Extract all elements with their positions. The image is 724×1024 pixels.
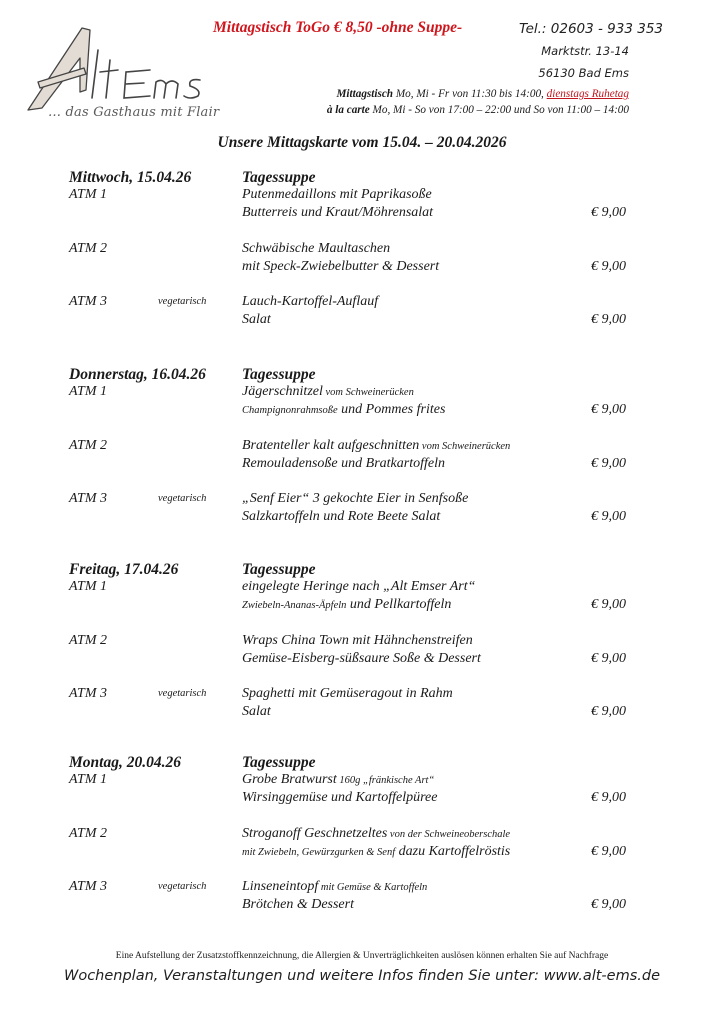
dish-line-1 bbox=[242, 241, 390, 257]
dish-name: Jägerschnitzel bbox=[242, 384, 323, 399]
menu-item-label: ATM 2 bbox=[69, 826, 107, 841]
dish-line-1 bbox=[242, 187, 432, 203]
dish-detail: Champignonrahmsoße bbox=[242, 405, 338, 416]
dish-line-2 bbox=[242, 259, 439, 275]
dish-detail: vom Schweinerücken bbox=[419, 441, 511, 452]
day-heading: Freitag, 17.04.26 bbox=[69, 561, 179, 578]
dish-detail: Zwiebeln-Ananas-Äpfeln bbox=[242, 600, 347, 611]
dish-line-1 bbox=[242, 294, 378, 310]
dish-line-2 bbox=[242, 844, 510, 860]
price: € 9,00 bbox=[591, 844, 626, 859]
dish-name: Linseneintopf bbox=[242, 879, 319, 894]
soup-label: Tagessuppe bbox=[242, 366, 316, 383]
menu-item-label: ATM 1 bbox=[69, 772, 107, 787]
dish-name: Schwäbische Maultaschen bbox=[242, 241, 391, 256]
dish-name: Grobe Bratwurst bbox=[242, 772, 337, 787]
day-heading: Montag, 20.04.26 bbox=[69, 754, 181, 771]
dish-name: Putenmedaillons mit Paprikasoße bbox=[242, 187, 432, 202]
dish-line-2 bbox=[242, 312, 271, 328]
dish-name: „Senf Eier“ 3 gekochte Eier in Senfsoße bbox=[242, 491, 469, 506]
soup-label: Tagessuppe bbox=[242, 561, 316, 578]
price: € 9,00 bbox=[591, 597, 626, 612]
dish-detail: mit Zwiebeln, Gewürzgurken & Senf bbox=[242, 847, 396, 858]
dish-side: Remouladensoße und Bratkartoffeln bbox=[242, 456, 445, 471]
vegetarian-tag: vegetarisch bbox=[158, 881, 207, 892]
dish-side: Wirsinggemüse und Kartoffelpüree bbox=[242, 790, 438, 805]
dish-line-2 bbox=[242, 456, 445, 472]
dish-side: Salzkartoffeln und Rote Beete Salat bbox=[242, 509, 441, 524]
dish-line-2 bbox=[242, 597, 451, 613]
dish-side: und Pommes frites bbox=[337, 402, 446, 417]
dish-side: dazu Kartoffelröstis bbox=[395, 844, 511, 859]
dish-line-2 bbox=[242, 402, 445, 418]
dish-detail: mit Gemüse & Kartoffeln bbox=[318, 882, 428, 893]
dish-line-1 bbox=[242, 438, 510, 454]
dish-side: Brötchen & Dessert bbox=[242, 897, 354, 912]
price: € 9,00 bbox=[591, 402, 626, 417]
dish-line-1 bbox=[242, 384, 414, 400]
dish-detail: vom Schweinerücken bbox=[322, 387, 414, 398]
dish-side: und Pellkartoffeln bbox=[346, 597, 452, 612]
logo-tagline: … das Gasthaus mit Flair bbox=[48, 105, 220, 120]
menu-item-label: ATM 2 bbox=[69, 438, 107, 453]
dish-detail: von der Schweineoberschale bbox=[387, 829, 511, 840]
dish-line-1 bbox=[242, 491, 468, 507]
dish-name: eingelegte Heringe nach „Alt Emser Art“ bbox=[242, 579, 476, 594]
vegetarian-tag: vegetarisch bbox=[158, 493, 207, 504]
phone-number: Tel.: 02603 - 933 353 bbox=[519, 21, 663, 37]
dish-side: Salat bbox=[242, 704, 271, 719]
vegetarian-tag: vegetarisch bbox=[158, 688, 207, 699]
dish-line-2 bbox=[242, 651, 481, 667]
dish-line-1 bbox=[242, 633, 473, 649]
dish-line-1 bbox=[242, 686, 453, 702]
hours-lunch-text: Mo, Mi - Fr von 11:30 bis 14:00, bbox=[393, 88, 547, 100]
price: € 9,00 bbox=[591, 651, 626, 666]
day-heading: Donnerstag, 16.04.26 bbox=[69, 366, 206, 383]
dish-name: Stroganoff Geschnetzeltes bbox=[242, 826, 388, 841]
menu-title: Unsere Mittagskarte vom 15.04. – 20.04.2026 bbox=[217, 134, 507, 151]
togo-offer: Mittagstisch ToGo € 8,50 -ohne Suppe- bbox=[213, 19, 463, 36]
dish-line-2 bbox=[242, 704, 271, 720]
allergen-note: Eine Aufstellung der Zusatzstoffkennzeichnung, die Allergien & Unverträglichkeiten auslösen können erhalten Sie auf Nachfrage bbox=[115, 951, 609, 961]
logo-letter-a bbox=[28, 28, 90, 110]
dish-name: Lauch-Kartoffel-Auflauf bbox=[242, 294, 379, 309]
menu-item-label: ATM 3 bbox=[69, 491, 107, 506]
price: € 9,00 bbox=[591, 259, 626, 274]
menu-item-label: ATM 2 bbox=[69, 241, 107, 256]
soup-label: Tagessuppe bbox=[242, 169, 316, 186]
menu-item-label: ATM 3 bbox=[69, 294, 107, 309]
dish-line-2 bbox=[242, 790, 437, 806]
dish-line-2 bbox=[242, 205, 433, 221]
vegetarian-tag: vegetarisch bbox=[158, 296, 207, 307]
logo-letters-ltems bbox=[92, 50, 200, 98]
price: € 9,00 bbox=[591, 790, 626, 805]
dish-line-2 bbox=[242, 897, 354, 913]
dish-line-2 bbox=[242, 509, 440, 525]
price: € 9,00 bbox=[591, 897, 626, 912]
dish-side: Salat bbox=[242, 312, 271, 327]
price: € 9,00 bbox=[591, 312, 626, 327]
dish-line-1 bbox=[242, 579, 475, 595]
dish-side: Gemüse-Eisberg-süßsaure Soße & Dessert bbox=[242, 651, 481, 666]
hours-alacarte bbox=[327, 104, 629, 116]
price: € 9,00 bbox=[591, 704, 626, 719]
price: € 9,00 bbox=[591, 205, 626, 220]
dish-name: Bratenteller kalt aufgeschnitten bbox=[242, 438, 420, 453]
hours-lunch bbox=[336, 88, 629, 100]
menu-item-label: ATM 3 bbox=[69, 686, 107, 701]
menu-item-label: ATM 1 bbox=[69, 384, 107, 399]
menu-item-label: ATM 1 bbox=[69, 579, 107, 594]
hours-lunch-label: Mittagstisch bbox=[336, 88, 394, 100]
soup-label: Tagessuppe bbox=[242, 754, 316, 771]
address-city: 56130 Bad Ems bbox=[538, 66, 629, 80]
dish-side: Butterreis und Kraut/Möhrensalat bbox=[242, 205, 434, 220]
dish-name: Spaghetti mit Gemüseragout in Rahm bbox=[242, 686, 453, 701]
dish-detail: 160g „fränkische Art“ bbox=[336, 775, 435, 786]
dish-line-1 bbox=[242, 879, 427, 895]
website-note: Wochenplan, Veranstaltungen und weitere Infos finden Sie unter: www.alt-ems.de bbox=[64, 968, 660, 984]
price: € 9,00 bbox=[591, 456, 626, 471]
menu-item-label: ATM 1 bbox=[69, 187, 107, 202]
hours-alacarte-label: à la carte bbox=[326, 104, 370, 116]
menu-item-label: ATM 2 bbox=[69, 633, 107, 648]
rest-day: dienstags Ruhetag bbox=[546, 88, 629, 100]
address-street: Marktstr. 13-14 bbox=[541, 44, 629, 58]
dish-line-1 bbox=[242, 772, 434, 788]
day-heading: Mittwoch, 15.04.26 bbox=[69, 169, 192, 186]
dish-line-1 bbox=[242, 826, 510, 842]
menu-item-label: ATM 3 bbox=[69, 879, 107, 894]
dish-name: Wraps China Town mit Hähnchenstreifen bbox=[242, 633, 473, 648]
hours-alacarte-text: Mo, Mi - So von 17:00 – 22:00 und So von 11:00 – 14:00 bbox=[369, 104, 629, 116]
dish-side: mit Speck-Zwiebelbutter & Dessert bbox=[242, 259, 440, 274]
price: € 9,00 bbox=[591, 509, 626, 524]
